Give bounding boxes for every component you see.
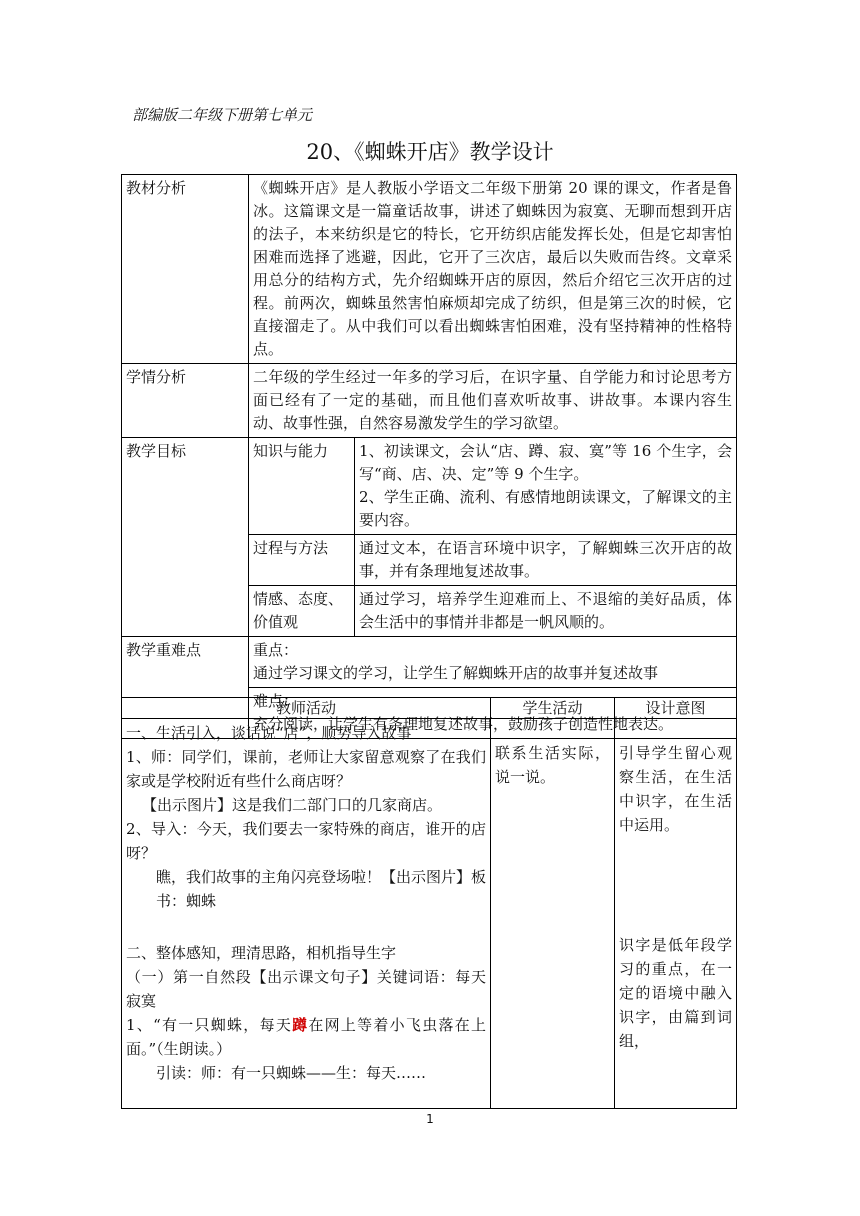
student-analysis-label: 学情分析 bbox=[122, 364, 249, 438]
overview-table bbox=[121, 174, 737, 739]
student-activity-cell: 联系生活实际，说一说。 bbox=[491, 719, 615, 1109]
key-difficult-label: 教学重难点 bbox=[122, 637, 249, 739]
student-analysis-text: 二年级的学生经过一年多的学习后，在识字量、自学能力和讨论思考方面已经有了一定的基础，而且他们喜欢听故事、讲故事。本课内容生动、故事性强，自然容易激发学生的学习欲望。 bbox=[249, 364, 737, 438]
teacher-step-1-heading: 一、生活引入，谈话说“店”，顺势导入故事 bbox=[126, 724, 412, 742]
goal-category-emotion: 情感、态度、价值观 bbox=[249, 586, 355, 637]
goal-knowledge-line-1: 1、初读课文，会认“店、蹲、寂、寞”等 16 个生字，会写“商、店、决、定”等 9 个生字。 bbox=[359, 442, 732, 483]
goal-process-text: 通过文本，在语言环境中识字，了解蜘蛛三次开店的故事，并有条理地复述故事。 bbox=[355, 535, 737, 586]
teacher-part-2-guided-read: 引读：师：有一只蜘蛛——生：每天…… bbox=[156, 1064, 427, 1082]
material-analysis-label: 教材分析 bbox=[122, 175, 249, 364]
teacher-step-2-board: 瞧，我们故事的主角闪亮登场啦！【出示图片】板书：蜘蛛 bbox=[156, 868, 487, 910]
teacher-step-1-question: 1、师：同学们，课前，老师让大家留意观察了在我们家或是学校附近有些什么商店呀？ bbox=[126, 748, 486, 790]
page-number: 1 bbox=[426, 1112, 434, 1126]
material-analysis-text: 《蜘蛛开店》是人教版小学语文二年级下册第 20 课的课文，作者是鲁冰。这篇课文是一篇童话故事，讲述了蜘蛛因为寂寞、无聊而想到开店的法子，本来纺织是它的特长，它开纺织店能发挥长处，但是它却害怕困难而选择了逃避，因此，它开了三次店，最后以失败而告终。文章采用总分的结构方式，先介绍蜘蛛开店的原因，然后介绍它三次开店的过程。前两次，蜘蛛虽然害怕麻烦却完成了纺织，但是第三次的时候，它直接溜走了。从中我们可以看出蜘蛛害怕困难，没有坚持精神的性格特点。 bbox=[249, 175, 737, 364]
teacher-part-2-sentence bbox=[126, 1013, 486, 1061]
teaching-goals-label: 教学目标 bbox=[122, 438, 249, 637]
teacher-step-2-intro: 2、导入：今天，我们要去一家特殊的商店，谁开的店呀？ bbox=[126, 820, 486, 862]
sentence-part-a: 1、“有一只蜘蛛，每天 bbox=[126, 1016, 293, 1034]
goal-knowledge-line-2: 2、学生正确、流利、有感情地朗读课文，了解课文的主要内容。 bbox=[359, 488, 732, 529]
student-activity-header: 学生活动 bbox=[491, 698, 615, 719]
teacher-part-2-para1: （一）第一自然段【出示课文句子】关键词语：每天 寂寞 bbox=[126, 968, 506, 1010]
difficult-point-label: 难点： bbox=[253, 692, 299, 710]
design-intent-1: 引导学生留心观察生活，在生活中识字，在生活中运用。 bbox=[619, 744, 732, 834]
goal-emotion-text: 通过学习，培养学生迎难而上、不退缩的美好品质，体会生活中的事情并非都是一帆风顺的。 bbox=[355, 586, 737, 637]
goal-category-knowledge: 知识与能力 bbox=[249, 438, 355, 535]
design-intent-header: 设计意图 bbox=[615, 698, 737, 719]
goal-knowledge-text bbox=[355, 438, 737, 535]
design-intent-cell bbox=[615, 719, 737, 1109]
key-point-label: 重点： bbox=[253, 641, 299, 659]
design-intent-2: 识字是低年段学习的重点，在一定的语境中融入识字，由篇到词组， bbox=[619, 936, 732, 1050]
key-point-text: 通过学习课文的学习，让学生了解蜘蛛开店的故事并复述故事 bbox=[253, 664, 659, 682]
teacher-activity-header: 教师活动 bbox=[122, 698, 491, 719]
process-table bbox=[121, 697, 737, 1109]
key-point-cell bbox=[249, 637, 737, 688]
teacher-step-1-image: 【出示图片】这是我们二部门口的几家商店。 bbox=[142, 796, 443, 814]
highlight-character: 蹲 bbox=[292, 1016, 309, 1034]
teacher-activity-cell bbox=[122, 719, 506, 1109]
unit-subtitle: 部编版二年级下册第七单元 bbox=[132, 106, 313, 124]
page-title: 20、《蜘蛛开店》教学设计 bbox=[306, 140, 554, 164]
goal-category-process: 过程与方法 bbox=[249, 535, 355, 586]
difficult-point-text: 充分阅读，让学生有条理地复述故事，鼓励孩子创造性地表达。 bbox=[253, 715, 674, 733]
teacher-part-2-heading: 二、整体感知，理清思路，相机指导生字 bbox=[126, 944, 397, 962]
sentence-part-b: 在网上等着小飞虫落在上面。”（生朗读。） bbox=[126, 1016, 486, 1058]
